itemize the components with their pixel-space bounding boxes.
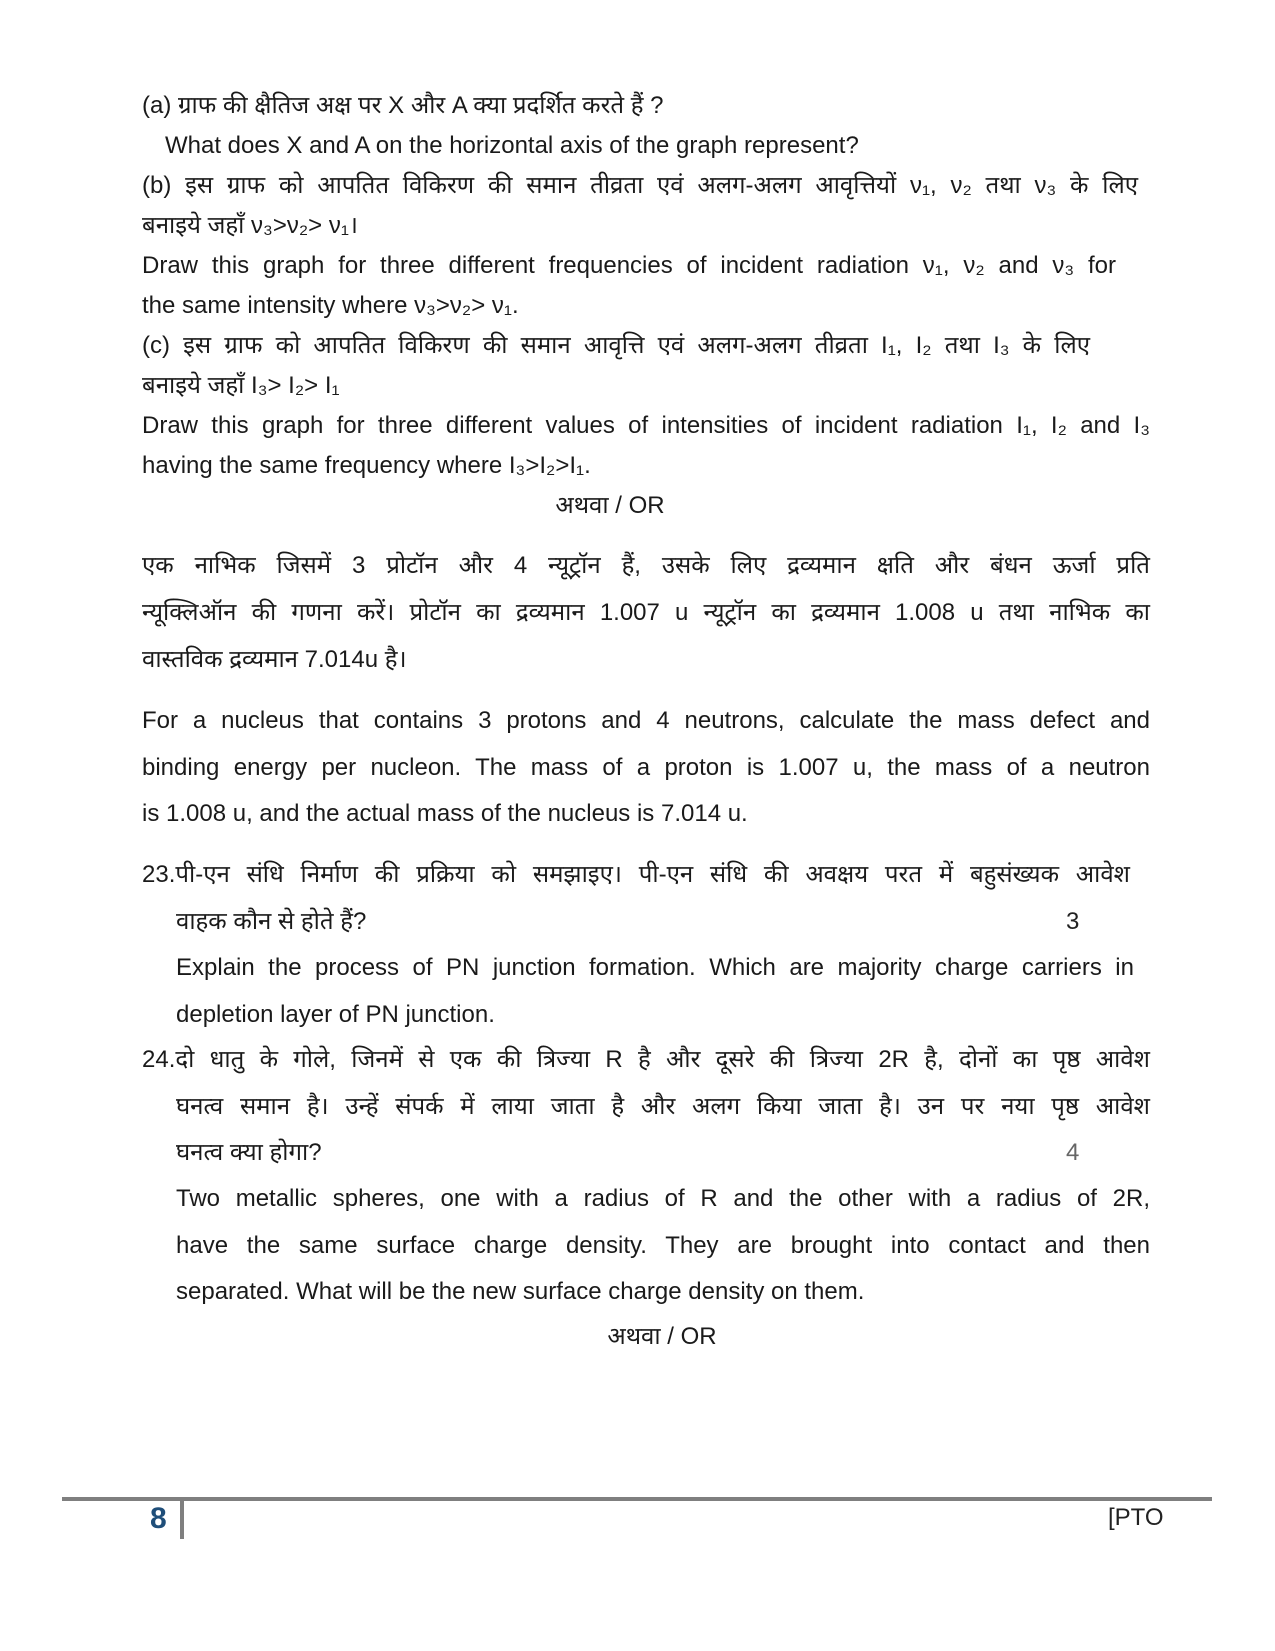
q24-english-line1: Two metallic spheres, one with a radius of R and the other with a radius of 2R, (176, 1185, 1150, 1212)
q23-english-line2: depletion layer of PN junction. (176, 1001, 495, 1028)
q23-hindi-line1: 23.पी-एन संधि निर्माण की प्रक्रिया को समझाइए। पी-एन संधि की अवक्षय परत में बहुसंख्यक आवेश (142, 861, 1130, 888)
q22-b-hindi-line2: बनाइये जहाँ ν₃>ν₂> ν₁। (142, 212, 359, 239)
q24-hindi-line2: घनत्व समान है। उन्हें संपर्क में लाया जाता है और अलग किया जाता है। उन पर नया पृष्ठ आवेश (176, 1093, 1150, 1120)
footer-rule (62, 1497, 1212, 1501)
q22-a-hindi: (a) ग्राफ की क्षैतिज अक्ष पर X और A क्या प्रदर्शित करते हैं ? (142, 92, 664, 119)
q24-hindi-line1: 24.दो धातु के गोले, जिनमें से एक की त्रिज्या R है और दूसरे की त्रिज्या 2R है, दोनों का पृष्ठ आवेश (142, 1046, 1150, 1073)
q22-a-english: What does X and A on the horizontal axis of the graph represent? (165, 132, 859, 159)
pto-label: [PTO (1108, 1504, 1164, 1531)
q22-c-english-line2: having the same frequency where I₃>I₂>I₁. (142, 452, 591, 479)
q22-b-english-line2: the same intensity where ν₃>ν₂> ν₁. (142, 292, 519, 319)
q22-alt-english-line2: binding energy per nucleon. The mass of a proton is 1.007 u, the mass of a neutron (142, 754, 1150, 781)
q23-marks: 3 (1066, 908, 1080, 935)
q22-alt-english-line3: is 1.008 u, and the actual mass of the nucleus is 7.014 u. (142, 800, 748, 827)
or-separator-1: अथवा / OR (555, 492, 665, 519)
q24-hindi-line3: घनत्व क्या होगा? (176, 1139, 322, 1166)
page-number: 8 (150, 1502, 167, 1535)
or-separator-2: अथवा / OR (607, 1323, 717, 1350)
q22-alt-hindi-line1: एक नाभिक जिसमें 3 प्रोटॉन और 4 न्यूट्रॉन हैं, उसके लिए द्रव्यमान क्षति और बंधन ऊर्जा प्रति (142, 552, 1150, 579)
q22-b-english-line1: Draw this graph for three different frequencies of incident radiation ν₁, ν₂ and ν₃ for (142, 252, 1116, 279)
q22-c-hindi-line2: बनाइये जहाँ I₃> I₂> I₁ (142, 372, 340, 399)
q22-alt-hindi-line2: न्यूक्लिऑन की गणना करें। प्रोटॉन का द्रव्यमान 1.007 u न्यूट्रॉन का द्रव्यमान 1.008 u तथा नाभिक का (142, 599, 1150, 626)
q24-english-line3: separated. What will be the new surface charge density on them. (176, 1278, 865, 1305)
q22-b-hindi-line1: (b) इस ग्राफ को आपतित विकिरण की समान तीव्रता एवं अलग-अलग आवृत्तियों ν₁, ν₂ तथा ν₃ के लिए (142, 172, 1138, 199)
q22-alt-hindi-line3: वास्तविक द्रव्यमान 7.014u है। (142, 646, 407, 673)
q23-hindi-line2: वाहक कौन से होते हैं? (176, 908, 367, 935)
footer-divider (180, 1501, 184, 1539)
q24-english-line2: have the same surface charge density. They are brought into contact and then (176, 1232, 1150, 1259)
q22-c-english-line1: Draw this graph for three different values of intensities of incident radiation I₁, I₂ and I₃ (142, 412, 1150, 439)
q23-english-line1: Explain the process of PN junction formation. Which are majority charge carriers in (176, 954, 1134, 981)
q22-alt-english-line1: For a nucleus that contains 3 protons and 4 neutrons, calculate the mass defect and (142, 707, 1150, 734)
q24-marks: 4 (1066, 1139, 1080, 1166)
q22-c-hindi-line1: (c) इस ग्राफ को आपतित विकिरण की समान आवृत्ति एवं अलग-अलग तीव्रता I₁, I₂ तथा I₃ के लिए (142, 332, 1090, 359)
